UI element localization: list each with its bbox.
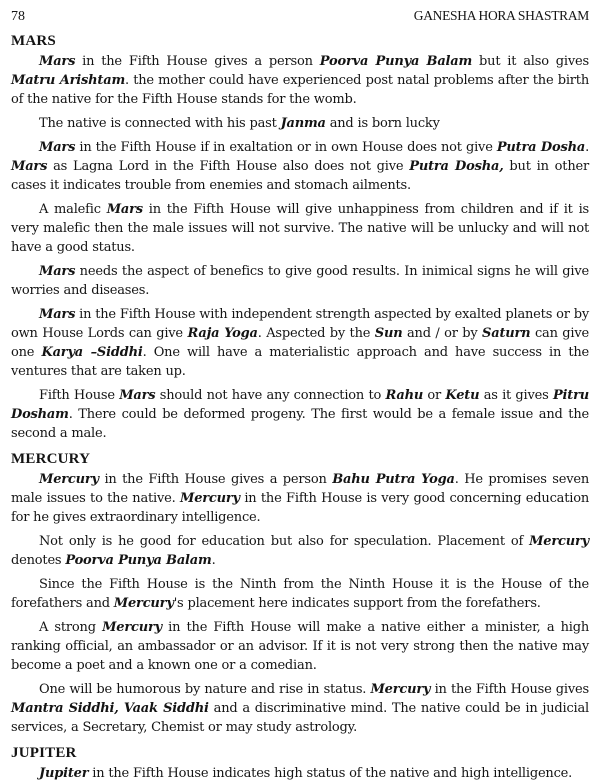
section-heading-jupiter: JUPITER [11, 745, 77, 761]
paragraph: Mercury in the Fifth House gives a person Bahu Putra Yoga. He promises seven male issues to the native. Mercury in the Fifth House is very good concerning education for he gives extraordinary intelligence. [11, 472, 589, 525]
emphasis-term: Jupiter [39, 766, 89, 781]
running-title: GANESHA HORA SHASTRAM [413, 8, 589, 23]
emphasis-term: Rahu [385, 388, 424, 403]
page-header [11, 8, 589, 25]
emphasis-term: Putra Dosha [496, 140, 586, 155]
paragraph: Not only is he good for education but also for speculation. Placement of Mercury denotes Poorva Punya Balam. [11, 534, 589, 568]
emphasis-term: Mercury [529, 534, 589, 549]
section-jupiter [11, 745, 589, 783]
emphasis-term: Poorva Punya Balam [65, 553, 212, 568]
paragraph: A malefic Mars in the Fifth House will give unhappiness from children and if it is very malefic then the male issues will not survive. The native will be unlucky and will not have a good status. [11, 202, 589, 255]
emphasis-term: Raja Yoga [187, 326, 258, 341]
emphasis-term: Mercury [39, 472, 99, 487]
emphasis-term: Mars [39, 307, 76, 322]
emphasis-term: Mercury [370, 682, 431, 697]
emphasis-term: Matru Arishtam [11, 73, 126, 88]
section-mars [11, 33, 589, 443]
paragraph: The native is connected with his past Janma and is born lucky [39, 116, 440, 131]
section-heading-mars: MARS [11, 33, 56, 49]
paragraph: Since the Fifth House is the Ninth from the Ninth House it is the House of the forefathers and Mercury's placement here indicates support from the forefathers. [11, 577, 589, 611]
emphasis-term: Sun [374, 326, 403, 341]
emphasis-term: Saturn [482, 326, 531, 341]
emphasis-term: Mars [119, 388, 156, 403]
emphasis-term: Putra Dosha, [409, 159, 504, 174]
emphasis-term: Mars [11, 159, 48, 174]
emphasis-term: Ketu [445, 388, 480, 403]
paragraph: One will be humorous by nature and rise in status. Mercury in the Fifth House gives Mantra Siddhi, Vaak Siddhi and a discriminative mind. The native could be in judicial services, a Secretary, Chemist or may study astrology. [11, 682, 589, 735]
paragraph: Jupiter in the Fifth House indicates high status of the native and high intelligence. [39, 766, 573, 781]
emphasis-term: Mars [39, 54, 76, 69]
emphasis-term: Mercury [102, 620, 162, 635]
emphasis-term: Mars [39, 264, 76, 279]
paragraph: A strong Mercury in the Fifth House will make a native either a minister, a high ranking official, an ambassador or an advisor. If it is not very strong then the native may become a poet and a known one or a comedian. [11, 620, 590, 673]
emphasis-term: Janma [280, 116, 326, 131]
emphasis-term: Mars [39, 140, 76, 155]
emphasis-term: Mars [106, 202, 143, 217]
paragraph: Mars in the Fifth House if in exaltation or in own House does not give Putra Dosha. Mars as Lagna Lord in the Fifth House also does not give Putra Dosha, but in other cases it indicates trouble from enemies and stomach ailments. [11, 140, 590, 193]
paragraph: Mars in the Fifth House with independent strength aspected by exalted planets or by own House Lords can give Raja Yoga. Aspected by the Sun and / or by Saturn can give one Karya –Siddhi. One will have a materialistic approach and have success in the ventures that are taken up. [11, 307, 590, 379]
emphasis-term: Poorva Punya Balam [319, 54, 473, 69]
section-heading-mercury: MERCURY [11, 451, 91, 467]
emphasis-term: Karya –Siddhi [41, 345, 143, 360]
paragraph: Mars in the Fifth House gives a person Poorva Punya Balam but it also gives Matru Arishtam. the mother could have experienced post natal problems after the birth of the native for the Fifth House stands for the womb. [11, 54, 590, 107]
paragraph: Mars needs the aspect of benefics to give good results. In inimical signs he will give worries and diseases. [11, 264, 589, 298]
emphasis-term: Mercury [180, 491, 240, 506]
emphasis-term: Pitru Dosham [11, 388, 589, 422]
page-number: 78 [11, 9, 25, 24]
emphasis-term: Mercury [113, 596, 174, 611]
section-mercury [11, 451, 589, 737]
emphasis-term: Bahu Putra Yoga [332, 472, 455, 487]
emphasis-term: Mantra Siddhi, Vaak Siddhi [11, 701, 209, 716]
paragraph: Fifth House Mars should not have any connection to Rahu or Ketu as it gives Pitru Dosham. There could be deformed progeny. The first would be a female issue and the second a male. [11, 388, 589, 441]
